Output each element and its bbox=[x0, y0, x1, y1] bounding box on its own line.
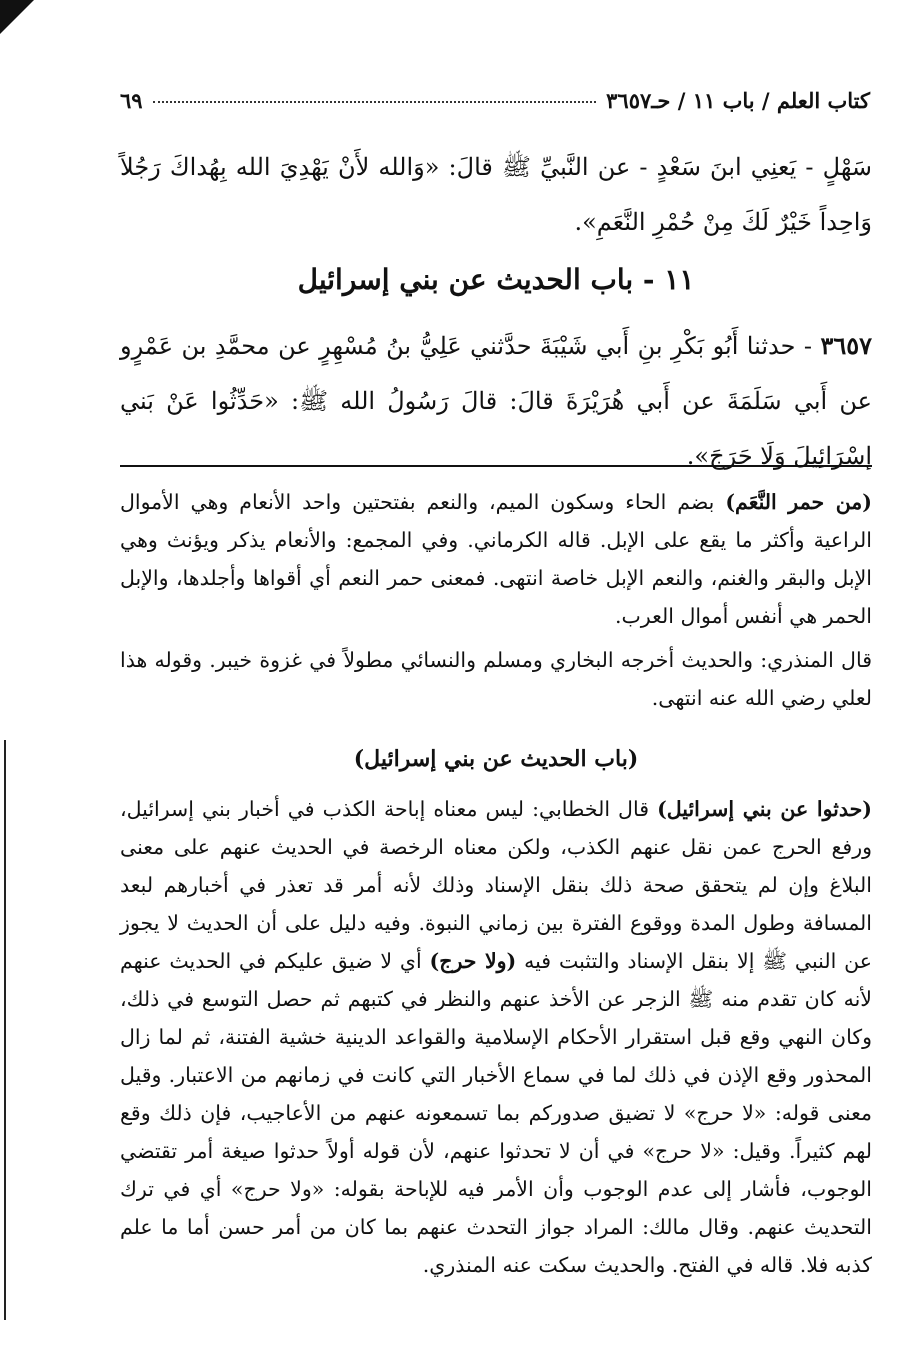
footnote-separator bbox=[120, 465, 872, 467]
scan-edge-line bbox=[4, 740, 6, 1320]
chapter-title: ١١ - باب الحديث عن بني إسرائيل bbox=[297, 263, 695, 296]
commentary-hadith-prev bbox=[120, 483, 872, 717]
hadith-text: - حدثنا أَبُو بَكْرِ بنِ أَبي شَيْبَةَ حدَّثني عَلِيُّ بنُ مُسْهِرٍ عن محمَّدِ بن عَمْرٍو عن أَبي سَلَمَةَ عن أَبي هُرَيْرَةَ قالَ: قالَ رَسُولُ الله ﷺ: «حَدِّثُوا عَنْ بَني إسْرَائِيلَ وَلَا حَرَجَ». bbox=[120, 332, 872, 470]
previous-hadith-ending bbox=[120, 140, 872, 250]
previous-hadith-text: سَهْلٍ - يَعنِي ابنَ سَعْدٍ - عن النَّبيِّ ﷺ قالَ: «وَالله لأَنْ يَهْدِيَ الله بِهُداكَ رَجُلاً وَاحِداً خَيْرٌ لَكَ مِنْ حُمْرِ النَّعَمِ». bbox=[120, 153, 872, 236]
corner-mark bbox=[0, 0, 34, 34]
commentary-hadith-3657 bbox=[120, 790, 872, 1284]
commentary-text-2: أي لا ضيق عليكم في الحديث عنهم لأنه كان تقدم منه ﷺ الزجر عن الأخذ عنهم والنظر في كتبهم ثم حصل التوسع في ذلك، وكان النهي وقع قبل استقرار الأحكام الإسلامية والقواعد الدينية خشية الفتنة، ثم لما زال المحذور وقع الإذن في ذلك لما في سماع الأخبار التي كانت في زمانهم من الاعتبار. وقيل معنى قوله: «لا حرج» لا تضيق صدوركم بما تسمعونه عنهم من الأعاجيب، فإن ذلك وقع لهم كثيراً. وقيل: «لا حرج» في أن لا تحدثوا عنهم، لأن قوله أولاً حدثوا صيغة أمر تقتضي الوجوب، فأشار إلى عدم الوجوب وأن الأمر فيه للإباحة بقوله: «ولا حرج» أي في ترك التحديث عنهم. وقال مالك: المراد جواز التحدث عنهم بما كان من أمر حسن أما ما علم كذبه فلا. قاله في الفتح. والحديث سكت عنه المنذري. bbox=[120, 949, 872, 1277]
commentary-lemma-2: (ولا حرج) bbox=[429, 949, 517, 973]
commentary-lemma: (حدثوا عن بني إسرائيل) bbox=[657, 797, 872, 821]
hadith-paragraph bbox=[120, 318, 872, 484]
commentary-lemma: (من حمر النَّعَم) bbox=[725, 490, 872, 514]
hadith-3657 bbox=[120, 318, 872, 484]
commentary-text: بضم الحاء وسكون الميم، والنعم بفتحتين واحد الأنعام وهي الأموال الراعية وأكثر ما يقع على الإبل. قاله الكرماني. وفي المجمع: والأنعام يذكر ويؤنث وهي الإبل والبقر والغنم، والنعم الإبل خاصة انتهى. فمعنى حمر النعم أي أقواها وأجلدها، والإبل الحمر هي أنفس أموال العرب. bbox=[120, 490, 872, 628]
commentary-paragraph bbox=[120, 790, 872, 1284]
hadith-number: ٣٦٥٧ bbox=[820, 331, 872, 360]
commentary-paragraph bbox=[120, 483, 872, 635]
commentary-chapter-title: (باب الحديث عن بني إسرائيل) bbox=[353, 746, 639, 772]
page-header bbox=[120, 88, 870, 113]
commentary-mundhiri: قال المنذري: والحديث أخرجه البخاري ومسلم والنسائي مطولاً في غزوة خيبر. وقوله هذا لعلي رضي الله عنه انتهى. bbox=[120, 648, 872, 710]
commentary-text: قال الخطابي: ليس معناه إباحة الكذب في أخبار بني إسرائيل، ورفع الحرج عمن نقل عنهم الكذب، ولكن معناه الرخصة في الحديث عنهم على معنى البلاغ وإن لم يتحقق صحة ذلك بنقل الإسناد وذلك لأنه أمر قد تعذر في أخبارهم لبعد المسافة وطول المدة ووقوع الفترة بين زماني النبوة. وفيه دليل على أن الحديث لا يجوز عن النبي ﷺ إلا بنقل الإسناد والتثبت فيه bbox=[120, 797, 873, 973]
page-number: ٦٩ bbox=[120, 88, 143, 113]
header-dots bbox=[153, 101, 597, 103]
running-title: كتاب العلم / باب ١١ / حـ٣٦٥٧ bbox=[606, 88, 870, 113]
